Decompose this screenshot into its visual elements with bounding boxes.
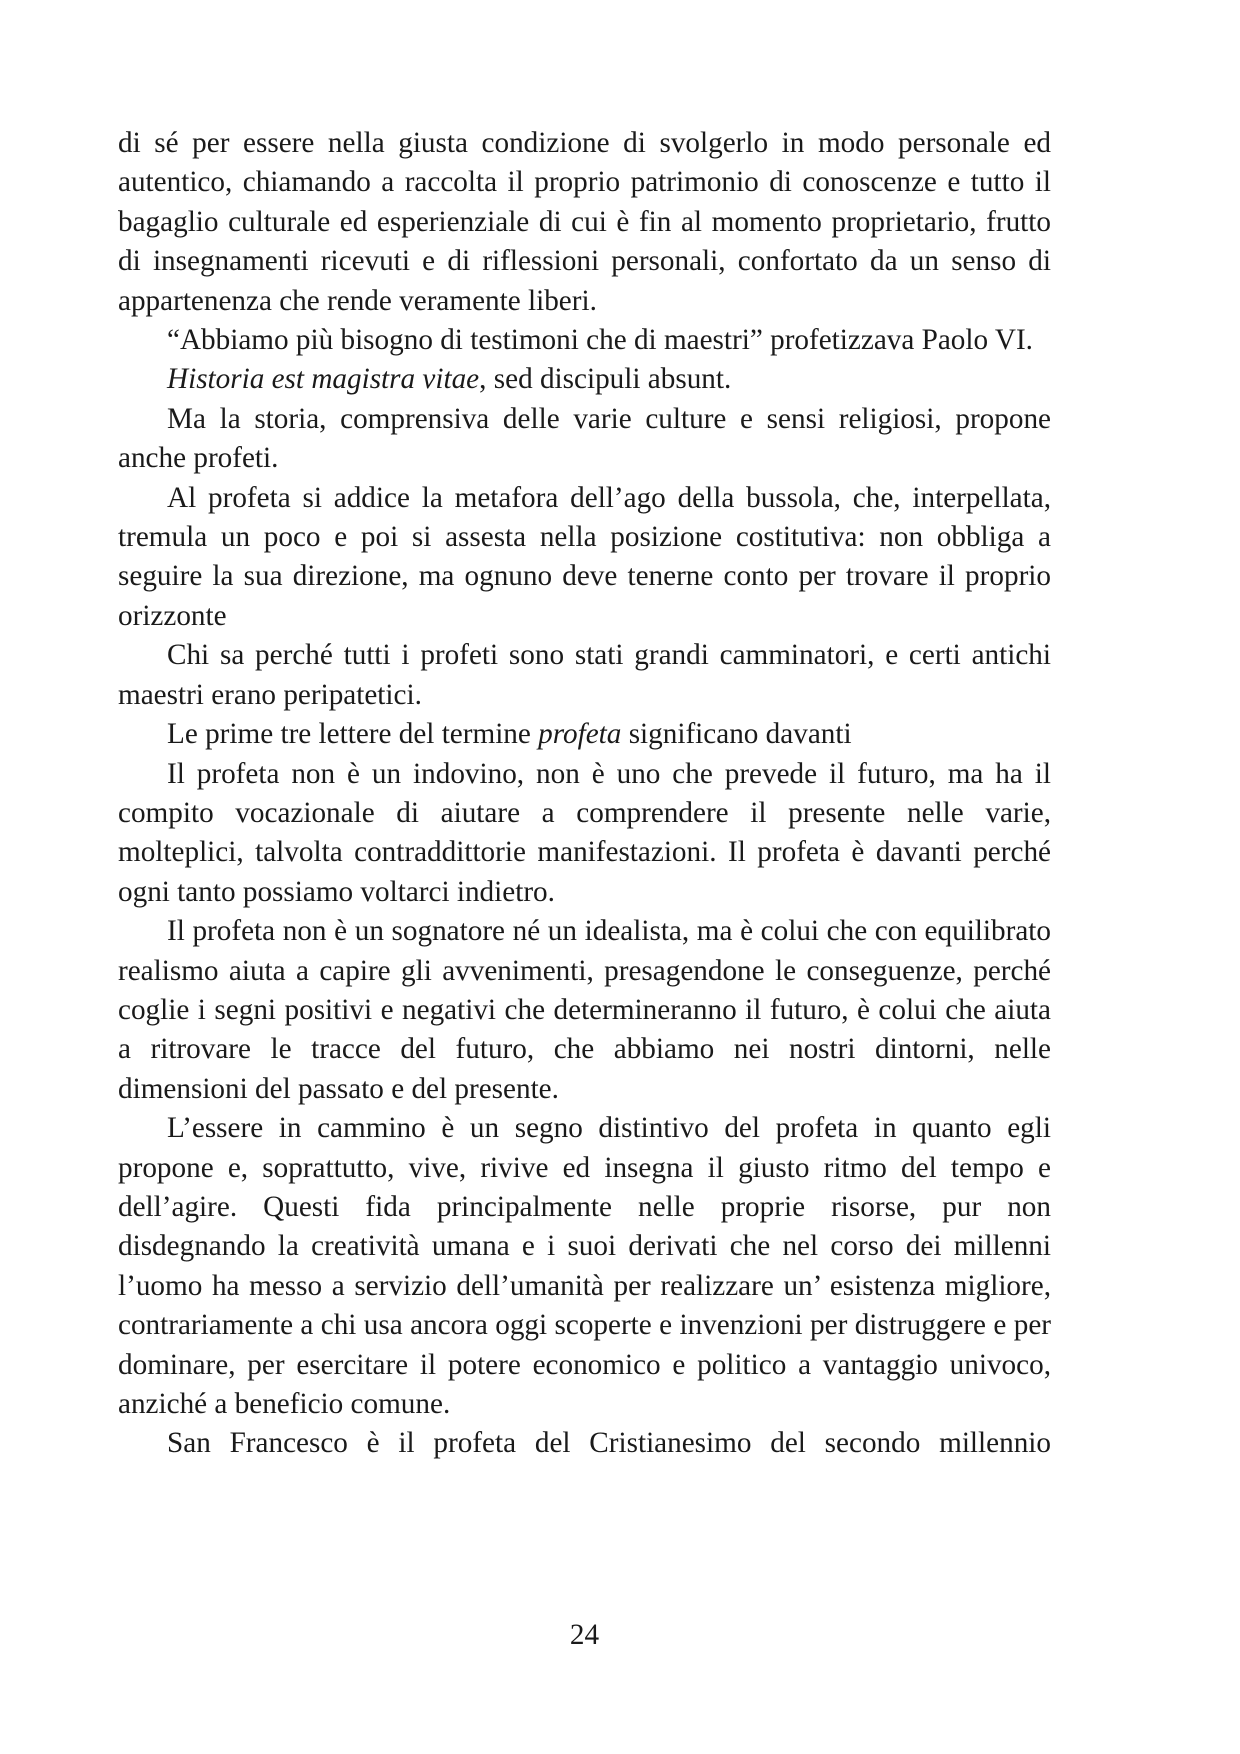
- paragraph-2: “Abbiamo più bisogno di testimoni che di maestri” profetizzava Paolo VI.: [167, 324, 1033, 357]
- latin-quote: Historia est magistra vitae: [167, 363, 480, 396]
- paragraph-7-after: significano davanti: [621, 718, 852, 751]
- term-profeta: profeta: [538, 718, 622, 751]
- latin-quote-rest: , sed discipuli absunt.: [479, 363, 732, 396]
- paragraph-1: di sé per essere nella giusta condizione di svolgerlo in modo personale ed autentico, chiamando a raccolta il proprio patrimonio di conoscenze e tutto il bagaglio culturale ed esperienziale di cui è fin al momento proprietario, frutto di insegnamenti ricevuti e di riflessioni personali, confortato da un senso di appartenenza che rende veramente liberi.: [118, 127, 1051, 317]
- paragraph-7-before: Le prime tre lettere del termine: [167, 718, 539, 751]
- paragraph-7: [118, 715, 1051, 754]
- body-text: [118, 124, 1051, 1464]
- paragraph-6: Chi sa perché tutti i profeti sono stati grandi camminatori, e certi antichi maestri erano peripatetici.: [118, 639, 1051, 711]
- paragraph-9: Il profeta non è un sognatore né un idealista, ma è colui che con equilibrato realismo aiuta a capire gli avvenimenti, presagendone le conseguenze, perché coglie i segni positivi e negativi che determineranno il futuro, è colui che aiuta a ritrovare le tracce del futuro, che abbiamo nei nostri dintorni, nelle dimensioni del passato e del presente.: [118, 915, 1051, 1105]
- paragraph-8: Il profeta non è un indovino, non è uno che prevede il futuro, ma ha il compito vocazionale di aiutare a comprendere il presente nelle varie, molteplici, talvolta contraddittorie manifestazioni. Il profeta è davanti perché ogni tanto possiamo voltarci indietro.: [118, 757, 1051, 908]
- paragraph-3: [118, 360, 1051, 399]
- paragraph-5: Al profeta si addice la metafora dell’ago della bussola, che, interpellata, tremula un poco e poi si assesta nella posizione costitutiva: non obbliga a seguire la sua direzione, ma ognuno deve tenerne conto per trovare il proprio orizzonte: [118, 481, 1051, 632]
- paragraph-4: Ma la storia, comprensiva delle varie culture e sensi religiosi, propone anche profeti.: [118, 402, 1051, 475]
- page-number: 24: [569, 1619, 600, 1651]
- paragraph-10: L’essere in cammino è un segno distintivo del profeta in quanto egli propone e, soprattutto, vive, rivive ed insegna il giusto ritmo del tempo e dell’agire. Questi fida principalmente nelle proprie risorse, pur non disdegnando la creatività umana e i suoi derivati che nel corso dei millenni l’uomo ha messo a servizio dell’umanità per realizzare un’ esistenza migliore, contrariamente a chi usa ancora oggi scoperte e invenzioni per distruggere e per dominare, per esercitare il potere economico e politico a vantaggio univoco, anziché a beneficio comune.: [118, 1112, 1051, 1420]
- paragraph-11: San Francesco è il profeta del Cristianesimo del secondo millennio: [167, 1427, 1051, 1460]
